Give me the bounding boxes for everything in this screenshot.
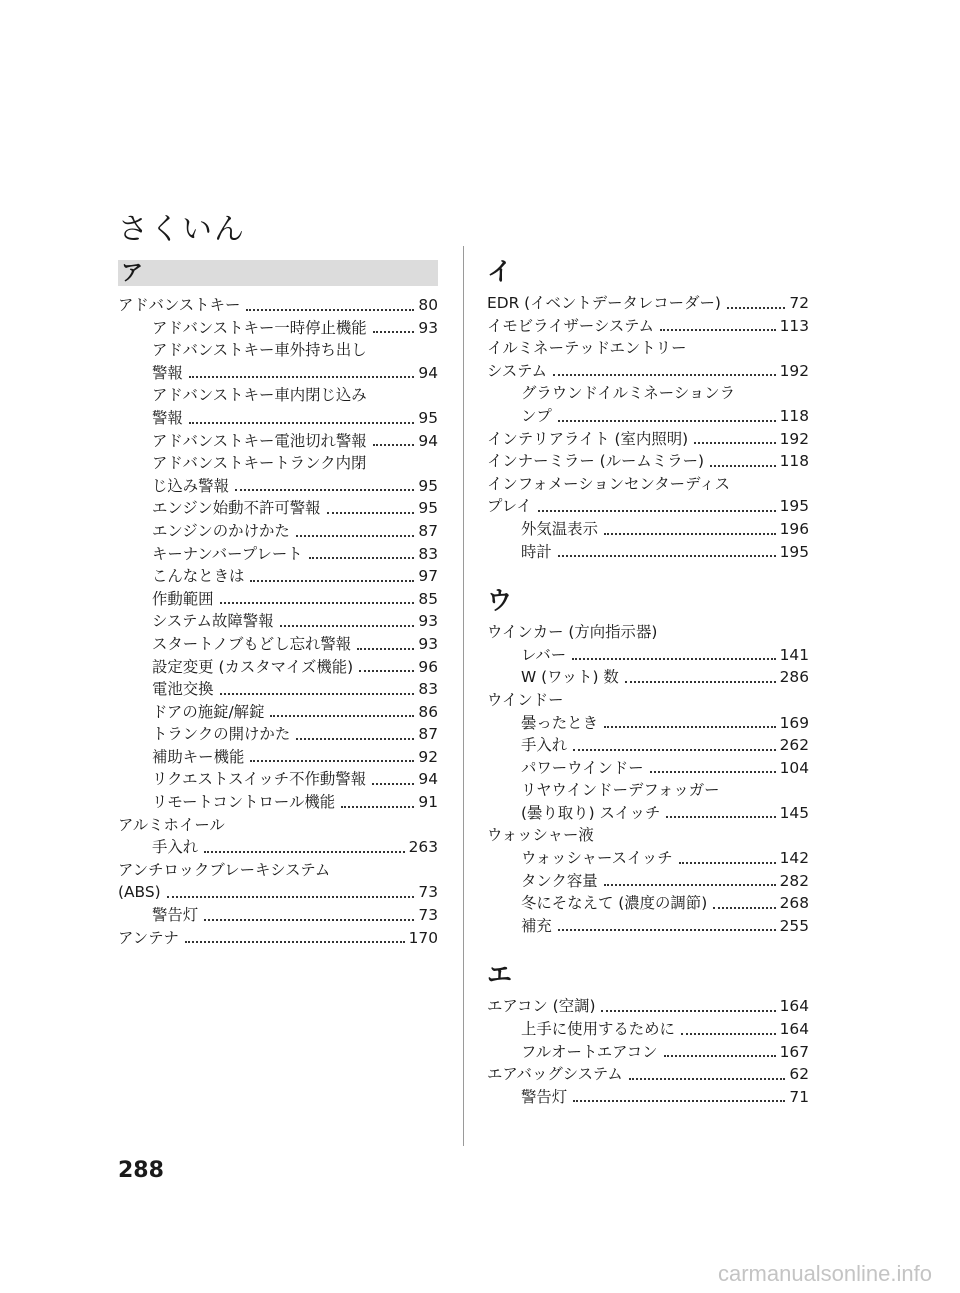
entry-page-number: 167 — [779, 1042, 809, 1061]
entry-term: アドバンストキートランク内閉 — [152, 454, 367, 473]
entry-term: じ込み警報 — [152, 476, 229, 495]
index-entry — [118, 633, 438, 656]
entry-page-number: 262 — [779, 736, 809, 755]
index-entry — [118, 362, 438, 385]
dot-leader — [341, 806, 414, 808]
index-entry — [118, 814, 438, 837]
section-heading-e: エ — [487, 960, 513, 990]
dot-leader — [710, 465, 776, 467]
entry-term: イルミネーテッドエントリー — [487, 339, 687, 358]
dot-leader — [204, 919, 414, 921]
dot-leader — [681, 1033, 776, 1035]
index-entry — [487, 666, 809, 689]
dot-leader — [185, 941, 405, 943]
entry-page-number: 164 — [779, 997, 809, 1016]
entry-page-number: 93 — [418, 318, 438, 337]
entry-page-number: 282 — [779, 871, 809, 890]
dot-leader — [235, 489, 414, 491]
entry-page-number: 87 — [418, 725, 438, 744]
entry-term: アドバンストキー車内閉じ込み — [152, 386, 367, 405]
entry-term: フルオートエアコン — [521, 1042, 658, 1061]
entry-page-number: 286 — [779, 668, 809, 687]
index-entry — [487, 541, 809, 564]
entry-term: スタートノブもどし忘れ警報 — [152, 634, 352, 653]
entry-page-number: 104 — [779, 758, 809, 777]
entry-term: アドバンストキー — [118, 296, 241, 314]
watermark: carmanualsonline.info — [717, 1261, 932, 1286]
index-entry — [118, 678, 438, 701]
dot-leader — [220, 693, 415, 695]
entry-page-number: 118 — [779, 452, 809, 471]
index-entry — [487, 847, 809, 870]
entry-term: プレイ — [487, 497, 532, 516]
entry-term: 警告灯 — [152, 906, 199, 925]
entry-page-number: 80 — [418, 296, 438, 314]
entry-page-number: 192 — [779, 361, 809, 380]
entry-page-number: 62 — [789, 1065, 809, 1084]
entry-page-number: 93 — [418, 634, 438, 653]
index-entry — [487, 779, 809, 802]
index-entry — [487, 621, 809, 644]
index-entry — [118, 452, 438, 475]
dot-leader — [373, 444, 415, 446]
index-entry — [487, 824, 809, 847]
dot-leader — [220, 602, 415, 604]
dot-leader — [250, 580, 414, 582]
entry-page-number: 83 — [418, 680, 438, 699]
dot-leader — [327, 512, 415, 514]
entry-term: アンテナ — [118, 928, 179, 947]
index-entry — [487, 315, 809, 338]
entry-term: エンジン始動不許可警報 — [152, 499, 321, 518]
index-entry — [118, 520, 438, 543]
index-entry — [487, 382, 809, 405]
entry-term: EDR (イベントデータレコーダー) — [487, 294, 721, 312]
dot-leader — [713, 907, 775, 909]
dot-leader — [270, 715, 414, 717]
entry-page-number: 164 — [779, 1020, 809, 1039]
entry-page-number: 83 — [418, 544, 438, 563]
dot-leader — [629, 1078, 786, 1080]
entry-term: 時計 — [521, 542, 552, 561]
entry-page-number: 85 — [418, 589, 438, 608]
index-entry — [487, 802, 809, 825]
index-entry — [487, 1086, 809, 1109]
entry-term: 作動範囲 — [152, 589, 214, 608]
column-divider — [463, 246, 464, 1146]
entry-term: レバー — [521, 645, 567, 664]
dot-leader — [553, 374, 776, 376]
entry-term: 曇ったとき — [521, 713, 598, 732]
index-entry — [487, 405, 809, 428]
entry-page-number: 94 — [418, 770, 438, 789]
dot-leader — [650, 771, 776, 773]
entry-term: エアコン (空調) — [487, 997, 596, 1016]
section-heading-i: イ — [487, 257, 513, 286]
index-entry — [118, 339, 438, 362]
dot-leader — [204, 851, 404, 853]
index-entry — [487, 292, 809, 315]
entry-list-u — [487, 621, 809, 937]
entry-page-number: 96 — [418, 657, 438, 676]
entry-term: リクエストスイッチ不作動警報 — [152, 770, 367, 789]
entry-term: こんなときは — [152, 567, 245, 586]
index-entry — [487, 450, 809, 473]
entry-term: 上手に使用するために — [521, 1020, 675, 1039]
entry-term: 警告灯 — [521, 1087, 568, 1106]
entry-term: タンク容量 — [521, 871, 598, 890]
entry-term: システム故障警報 — [152, 612, 274, 631]
entry-term: アドバンストキー電池切れ警報 — [152, 431, 367, 450]
entry-term: (ABS) — [118, 883, 161, 902]
entry-page-number: 71 — [789, 1087, 809, 1106]
entry-term: ンプ — [521, 406, 552, 425]
dot-leader — [309, 557, 415, 559]
dot-leader — [664, 1055, 776, 1057]
index-entry — [487, 892, 809, 915]
dot-leader — [604, 533, 776, 535]
entry-page-number: 87 — [418, 521, 438, 540]
entry-page-number: 195 — [779, 497, 809, 516]
index-entry — [118, 610, 438, 633]
entry-term: インテリアライト (室内照明) — [487, 429, 689, 448]
entry-term: ウォッシャー液 — [487, 826, 594, 845]
dot-leader — [189, 376, 415, 378]
dot-leader — [246, 309, 414, 311]
index-entry — [487, 870, 809, 893]
dot-leader — [573, 749, 775, 751]
entry-term: ウォッシャースイッチ — [521, 849, 673, 868]
entry-term: 補充 — [521, 916, 552, 935]
index-entry — [487, 1018, 809, 1041]
page-title: さくいん — [118, 212, 246, 247]
dot-leader — [372, 783, 414, 785]
dot-leader — [296, 738, 414, 740]
dot-leader — [558, 929, 776, 931]
index-entry — [487, 495, 809, 518]
entry-page-number: 93 — [418, 612, 438, 631]
entry-page-number: 73 — [418, 883, 438, 902]
entry-term: 警報 — [152, 363, 183, 382]
index-entry — [487, 644, 809, 667]
entry-page-number: 94 — [418, 431, 438, 450]
index-entry — [118, 384, 438, 407]
index-entry — [487, 337, 809, 360]
entry-page-number: 142 — [779, 849, 809, 868]
entry-page-number: 169 — [779, 713, 809, 732]
dot-leader — [189, 422, 415, 424]
entry-term: アルミホイール — [118, 815, 225, 834]
index-entry — [487, 915, 809, 938]
entry-term: 設定変更 (カスタマイズ機能) — [152, 657, 354, 676]
dot-leader — [572, 658, 776, 660]
dot-leader — [604, 726, 776, 728]
index-entry — [118, 723, 438, 746]
index-entry — [487, 1041, 809, 1064]
index-entry — [487, 428, 809, 451]
dot-leader — [250, 760, 414, 762]
index-entry — [118, 904, 438, 927]
entry-term: リヤウインドーデフォッガー — [521, 781, 720, 800]
entry-page-number: 97 — [418, 567, 438, 586]
entry-term: アンチロックブレーキシステム — [118, 860, 331, 879]
entry-term: 電池交換 — [152, 680, 214, 699]
entry-page-number: 192 — [779, 429, 809, 448]
dot-leader — [280, 625, 415, 627]
entry-list-e — [487, 995, 809, 1108]
dot-leader — [601, 1010, 775, 1012]
entry-term: 警報 — [152, 408, 183, 427]
entry-page-number: 95 — [418, 499, 438, 518]
index-entry — [118, 768, 438, 791]
dot-leader — [694, 442, 775, 444]
entry-page-number: 118 — [779, 406, 809, 425]
dot-leader — [558, 555, 776, 557]
entry-page-number: 94 — [418, 363, 438, 382]
index-entry — [118, 430, 438, 453]
entry-page-number: 195 — [779, 542, 809, 561]
entry-page-number: 86 — [418, 702, 438, 721]
entry-term: グラウンドイルミネーションラ — [521, 384, 736, 403]
dot-leader — [296, 535, 415, 537]
index-entry — [118, 859, 438, 882]
index-entry — [118, 791, 438, 814]
entry-term: 外気温表示 — [521, 519, 598, 538]
entry-term: パワーウインドー — [521, 758, 644, 777]
page-number: 288 — [118, 1158, 164, 1183]
dot-leader — [357, 648, 414, 650]
entry-term: エンジンのかけかた — [152, 521, 290, 540]
dot-leader — [167, 896, 415, 898]
dot-leader — [604, 884, 776, 886]
index-entry — [487, 757, 809, 780]
entry-list-i — [487, 292, 809, 563]
index-entry — [487, 518, 809, 541]
index-entry — [487, 712, 809, 735]
index-entry — [487, 734, 809, 757]
index-entry — [118, 588, 438, 611]
entry-term: アドバンストキー一時停止機能 — [152, 318, 367, 337]
entry-page-number: 141 — [779, 645, 809, 664]
entry-term: 手入れ — [521, 736, 568, 755]
entry-term: ウインカー (方向指示器) — [487, 623, 658, 642]
index-entry — [487, 995, 809, 1018]
dot-leader — [666, 816, 775, 818]
entry-term: 手入れ — [152, 838, 199, 857]
entry-page-number: 196 — [779, 519, 809, 538]
entry-page-number: 255 — [779, 916, 809, 935]
index-entry — [118, 656, 438, 679]
index-entry — [118, 294, 438, 317]
entry-term: ドアの施錠/解錠 — [152, 702, 265, 721]
entry-term: イモビライザーシステム — [487, 316, 654, 335]
index-entry — [118, 407, 438, 430]
entry-page-number: 95 — [418, 408, 438, 427]
entry-term: 冬にそなえて (濃度の調節) — [521, 894, 708, 913]
entry-page-number: 113 — [779, 316, 809, 335]
section-heading-u: ウ — [487, 586, 513, 616]
index-entry — [118, 927, 438, 950]
dot-leader — [679, 862, 776, 864]
entry-term: ウインドー — [487, 690, 564, 709]
dot-leader — [373, 331, 415, 333]
index-entry — [118, 475, 438, 498]
entry-list-a — [118, 294, 438, 949]
index-entry — [118, 746, 438, 769]
dot-leader — [359, 670, 414, 672]
index-entry — [118, 543, 438, 566]
entry-term: トランクの開けかた — [152, 725, 291, 744]
dot-leader — [538, 510, 776, 512]
index-entry — [118, 565, 438, 588]
dot-leader — [558, 420, 776, 422]
entry-term: エアバッグシステム — [487, 1065, 623, 1084]
dot-leader — [727, 307, 786, 309]
entry-page-number: 145 — [779, 803, 809, 822]
entry-term: インフォメーションセンターディス — [487, 474, 731, 493]
entry-page-number: 268 — [779, 894, 809, 913]
index-entry — [118, 497, 438, 520]
dot-leader — [625, 681, 776, 683]
entry-term: (曇り取り) スイッチ — [521, 803, 661, 822]
entry-page-number: 91 — [418, 793, 438, 812]
index-entry — [487, 1063, 809, 1086]
entry-term: インナーミラー (ルームミラー) — [487, 452, 704, 471]
index-entry — [118, 701, 438, 724]
entry-page-number: 92 — [418, 747, 438, 766]
index-column-left — [118, 260, 438, 949]
index-entry — [118, 881, 438, 904]
index-entry — [487, 473, 809, 496]
index-column-right — [487, 252, 809, 1108]
entry-term: システム — [487, 361, 548, 380]
entry-page-number: 73 — [418, 906, 438, 925]
index-entry — [487, 689, 809, 712]
entry-term: W (ワット) 数 — [521, 668, 619, 687]
index-entry — [487, 360, 809, 383]
entry-page-number: 170 — [408, 928, 438, 947]
entry-page-number: 263 — [408, 838, 438, 857]
entry-page-number: 95 — [418, 476, 438, 495]
index-entry — [118, 317, 438, 340]
dot-leader — [660, 329, 776, 331]
entry-term: リモートコントロール機能 — [152, 793, 336, 812]
entry-term: キーナンバープレート — [152, 544, 303, 563]
index-entry — [118, 836, 438, 859]
entry-page-number: 72 — [789, 294, 809, 312]
section-heading-a: ア — [118, 260, 438, 286]
entry-term: 補助キー機能 — [152, 747, 245, 766]
entry-term: アドバンストキー車外持ち出し — [152, 341, 367, 360]
dot-leader — [573, 1100, 785, 1102]
